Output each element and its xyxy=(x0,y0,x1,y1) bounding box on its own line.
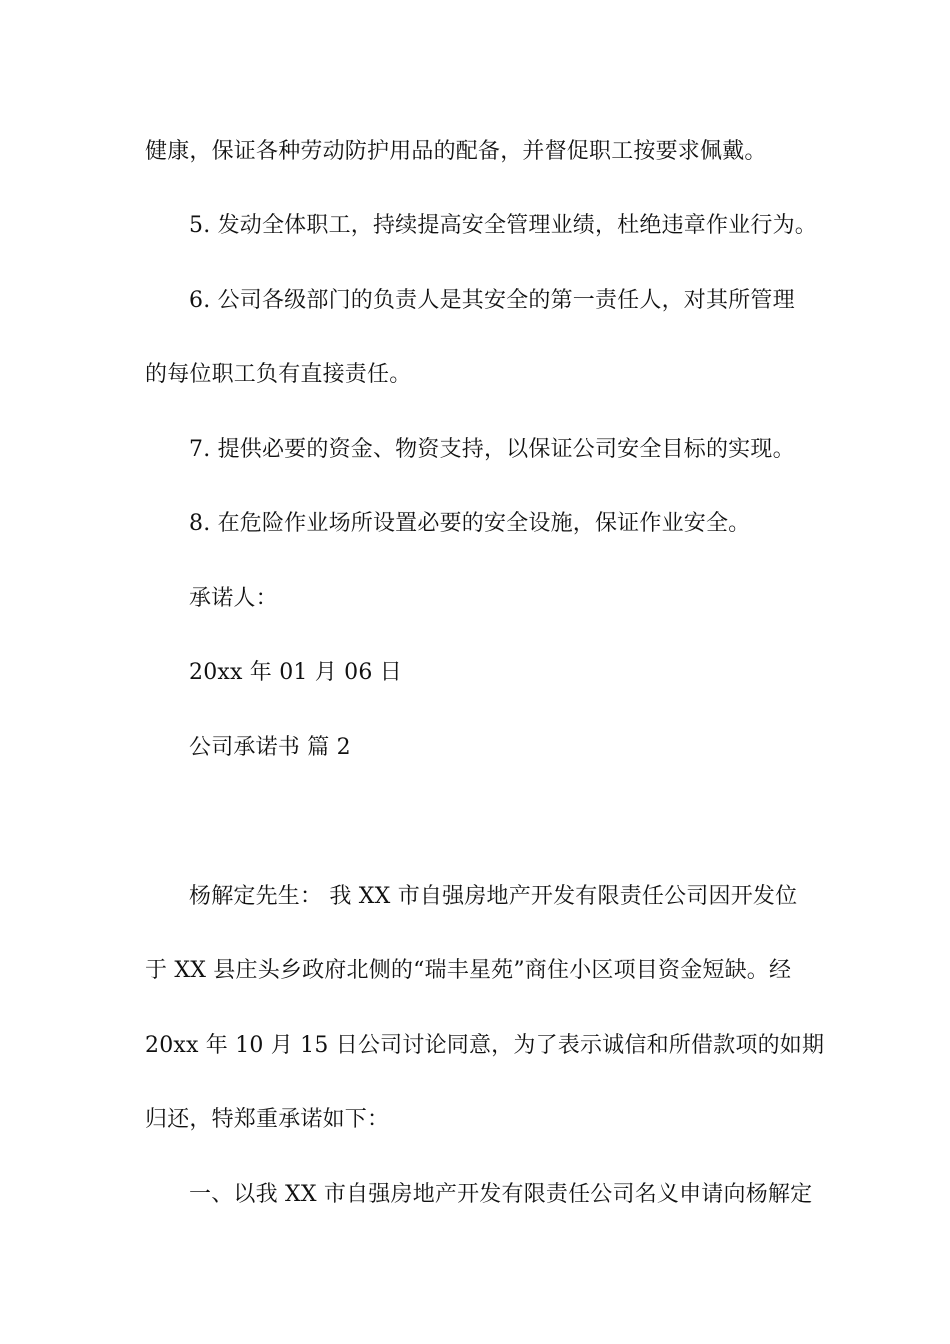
list-item-6: 6. 公司各级部门的负责人是其安全的第一责任人，对其所管理 xyxy=(189,288,795,313)
list-item-8: 8. 在危险作业场所设置必要的安全设施，保证作业安全。 xyxy=(189,511,751,536)
paragraph-line: 杨解定先生： 我 XX 市自强房地产开发有限责任公司因开发位 xyxy=(189,884,798,909)
section-heading: 公司承诺书 篇 2 xyxy=(189,735,351,760)
paragraph-line: 健康，保证各种劳动防护用品的配备，并督促职工按要求佩戴。 xyxy=(145,139,767,164)
signature-date: 20xx 年 01 月 06 日 xyxy=(189,660,402,685)
paragraph-line: 一、以我 XX 市自强房地产开发有限责任公司名义申请向杨解定 xyxy=(189,1182,813,1207)
paragraph-line: 的每位职工负有直接责任。 xyxy=(145,362,412,387)
paragraph-line: 于 XX 县庄头乡政府北侧的“瑞丰星苑”商住小区项目资金短缺。经 xyxy=(145,958,792,983)
paragraph-line: 20xx 年 10 月 15 日公司讨论同意，为了表示诚信和所借款项的如期 xyxy=(145,1033,825,1058)
paragraph-line: 归还，特郑重承诺如下： xyxy=(145,1107,390,1132)
list-item-7: 7. 提供必要的资金、物资支持，以保证公司安全目标的实现。 xyxy=(189,437,795,462)
signatory-label: 承诺人： xyxy=(189,586,278,611)
list-item-5: 5. 发动全体职工，持续提高安全管理业绩，杜绝违章作业行为。 xyxy=(189,213,817,238)
